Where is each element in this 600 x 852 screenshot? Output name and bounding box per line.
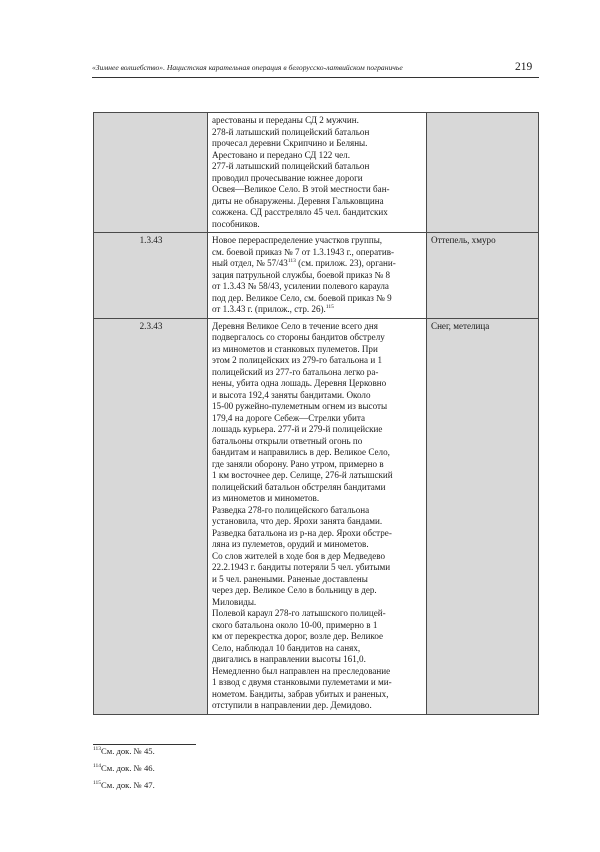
event-line: см. боевой приказ № 7 от 1.3.1943 г., оператив- <box>212 246 395 257</box>
event-line: км от перекрестка дорог, возле дер. Великое <box>212 631 384 641</box>
event-line: где заняли оборону. Рано утром, примерно в <box>212 458 384 469</box>
event-line: и высота 192,4 заняты бандитами. Около <box>212 389 371 400</box>
footnote-text: См. док. № 46. <box>101 763 155 773</box>
table-row <box>94 318 539 714</box>
event-line: установила, что дер. Ярохи занята бандами. <box>212 516 383 526</box>
event-line: Разведка батальона из р-на дер. Ярохи обстре- <box>212 527 392 538</box>
footnote-text: См. док. № 45. <box>101 746 155 756</box>
event-line: ского батальона около 10-00, примерно в 1 <box>212 619 378 630</box>
footnote-rule <box>93 744 196 745</box>
event-line: пособников. <box>212 218 260 229</box>
event-line: этом 2 полицейских из 279-го батальона и 1 <box>212 355 383 365</box>
event-line: подвергалось со стороны бандитов обстрелу <box>212 332 385 342</box>
event-line: лошадь курьера. 277-й и 279-й полицейские <box>212 424 383 434</box>
event-line: проводил прочесывание южнее дороги <box>212 172 363 183</box>
event-line: нометом. Бандиты, забрав убитых и раненых, <box>212 688 389 699</box>
event-line: 1 взвод с двумя станковыми пулеметами и ми- <box>212 677 392 687</box>
event-line: отступили в направлении дер. Демидово. <box>212 700 372 710</box>
operations-log-table <box>93 112 539 715</box>
weather-cell: Оттепель, хмуро <box>427 233 539 319</box>
event-line: 1 км восточнее дер. Селище, 276-й латышский <box>212 470 393 480</box>
footnote-number: 115 <box>93 780 102 787</box>
table-row <box>94 113 539 233</box>
event-line <box>212 258 423 270</box>
event-line: Село, наблюдал 10 бандитов на санях, <box>212 642 361 653</box>
event-line: через дер. Великое Село в больницу в дер. <box>212 585 377 595</box>
event-line: 22.2.1943 г. бандиты потеряли 5 чел. убитыми <box>212 562 391 572</box>
footnote-number: 113 <box>93 746 102 753</box>
event-line: батальоны открыли ответный огонь по <box>212 435 363 446</box>
event-line: из минометов и станковых пулеметов. При <box>212 343 378 354</box>
weather-cell <box>427 113 539 233</box>
event-line: и 5 чел. ранеными. Раненые доставлены <box>212 573 368 584</box>
event-text: ный отдел, № 57/43 <box>212 258 288 268</box>
event-line: нены, убита одна лошадь. Деревня Церковно <box>212 378 387 388</box>
event-text: (см. прилож. 23), органи- <box>295 258 396 268</box>
event-line: Немедленно был направлен на преследование <box>212 665 391 676</box>
event-cell <box>208 318 427 714</box>
event-text: от 1.3.43 г. (прилож., стр. 26). <box>212 304 326 314</box>
event-line: арестованы и переданы СД 2 мужчин. <box>212 115 359 125</box>
event-line: полицейский батальон обстрелян бандитами <box>212 481 386 492</box>
footnote-ref: 113 <box>287 257 296 264</box>
footnotes <box>93 746 155 797</box>
running-header: «Зимнее волшебство». Нацистская карательная операция в белорусско-латвийском пограничье <box>92 63 403 72</box>
event-line: Со слов жителей в ходе боя в дер Медведево <box>212 550 386 561</box>
event-line: Полевой караул 278-го латышского полицей- <box>212 608 386 618</box>
event-cell <box>208 233 427 319</box>
event-line: двигались в направлении высоты 161,0. <box>212 654 366 664</box>
event-line: бандитам и направились в дер. Великое Село, <box>212 447 390 457</box>
event-line: 277-й латышский полицейский батальон <box>212 161 370 171</box>
event-line <box>212 304 423 316</box>
event-line: под дер. Великое Село, см. боевой приказ № 9 <box>212 292 392 303</box>
event-line: Арестовано и передано СД 122 чел. <box>212 149 350 160</box>
event-line: ляна из пулеметов, орудий и минометов. <box>212 539 369 549</box>
header-rule <box>92 77 539 78</box>
page-number: 219 <box>515 61 533 73</box>
footnote-number: 114 <box>93 763 102 770</box>
event-line: Деревня Великое Село в течение всего дня <box>212 320 378 331</box>
date-cell <box>94 113 208 233</box>
event-cell <box>208 113 427 233</box>
event-line: Миловиды. <box>212 596 257 607</box>
event-line: Освея—Великое Село. В этой местности бан- <box>212 184 390 194</box>
event-line: 278-й латышский полицейский батальон <box>212 126 370 137</box>
event-line: из минометов и минометов. <box>212 493 320 503</box>
event-line: диты не обнаружены. Деревня Гальковщина <box>212 195 384 206</box>
table-row <box>94 233 539 319</box>
date-cell: 1.3.43 <box>94 233 208 319</box>
event-line: полицейский из 277-го батальона легко ра- <box>212 366 379 377</box>
date-cell: 2.3.43 <box>94 318 208 714</box>
event-line: Новое перераспределение участков группы, <box>212 235 383 245</box>
event-line: Разведка 278-го полицейского батальона <box>212 504 370 515</box>
event-line: 15-00 ружейно-пулеметным огнем из высоты <box>212 401 388 411</box>
event-line: сожжена. СД расстреляло 45 чел. бандитских <box>212 207 388 217</box>
event-line: прочесал деревни Скрипчино и Беляны. <box>212 138 368 148</box>
footnote-ref: 115 <box>325 303 334 310</box>
footnote <box>93 746 155 763</box>
event-line: 179,4 на дороге Себеж—Стрелки убита <box>212 412 365 423</box>
weather-cell: Снег, метелица <box>427 318 539 714</box>
event-line: зация патрульной службы, боевой приказ № 8 <box>212 269 391 280</box>
footnote <box>93 763 155 780</box>
event-line: от 1.3.43 № 58/43, усилении полевого караула <box>212 281 389 291</box>
footnote-text: См. док. № 47. <box>101 780 155 790</box>
footnote <box>93 780 155 797</box>
